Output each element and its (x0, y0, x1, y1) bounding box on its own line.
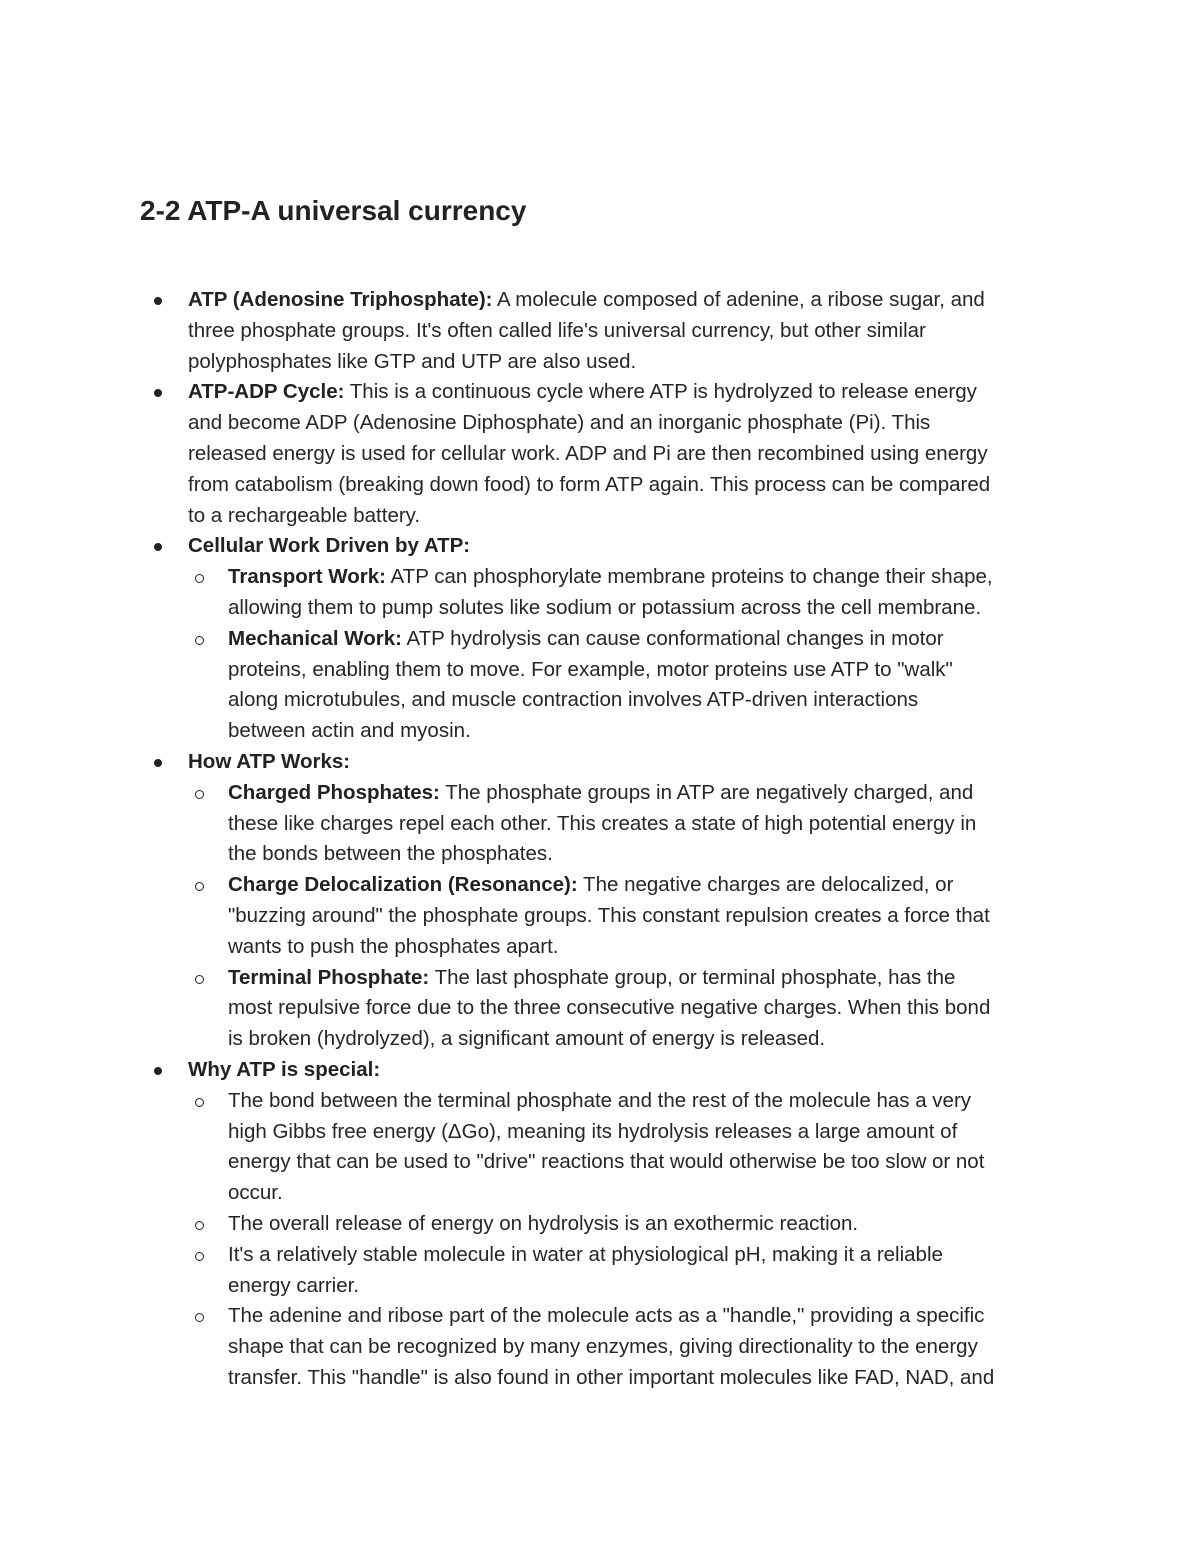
bullet-dot-icon (154, 759, 162, 767)
item-lead: Terminal Phosphate: (228, 965, 430, 989)
item-line: ATP-ADP Cycle: This is a continuous cycle where ATP is hydrolyzed to release energy (188, 380, 977, 404)
bullet-dot-icon (154, 297, 162, 305)
list-item-how-atp-works (150, 747, 1065, 1055)
bullet-dot-icon (154, 543, 162, 551)
item-lead: Charged Phosphates: (228, 780, 440, 804)
item-line: between actin and myosin. (228, 719, 471, 743)
item-line: occur. (228, 1181, 283, 1205)
item-line: the bonds between the phosphates. (228, 842, 553, 866)
item-line: and become ADP (Adenosine Diphosphate) and an inorganic phosphate (Pi). This (188, 411, 931, 435)
list-item-atp-adp-cycle (150, 377, 1065, 531)
item-lead: Transport Work: (228, 565, 386, 589)
bullet-circle-icon (195, 1252, 204, 1261)
bullet-circle-icon (195, 1098, 204, 1107)
item-line: most repulsive force due to the three consecutive negative charges. When this bond (228, 996, 991, 1020)
item-line: Terminal Phosphate: The last phosphate group, or terminal phosphate, has the (228, 965, 956, 989)
item-lead: Mechanical Work: (228, 626, 402, 650)
sub-item-charge-delocalization (188, 870, 1065, 962)
item-line: "buzzing around" the phosphate groups. This constant repulsion creates a force that (228, 903, 990, 927)
bullet-circle-icon (195, 1221, 204, 1230)
item-line: The adenine and ribose part of the molecule acts as a "handle," providing a specific (228, 1304, 985, 1328)
sub-list (188, 562, 1065, 747)
item-line: proteins, enabling them to move. For example, motor proteins use ATP to "walk" (228, 657, 953, 681)
bullet-circle-icon (195, 790, 204, 799)
sub-item-transport-work (188, 562, 1065, 624)
bullet-circle-icon (195, 882, 204, 891)
sub-item-charged-phosphates (188, 778, 1065, 870)
item-line (188, 531, 1065, 562)
item-line: these like charges repel each other. This creates a state of high potential energy in (228, 811, 977, 835)
item-lead: Why ATP is special: (188, 1057, 381, 1081)
item-lead: Cellular Work Driven by ATP: (188, 534, 471, 558)
sub-item-stable-molecule (188, 1240, 1065, 1302)
item-line: three phosphate groups. It's often called life's universal currency, but other similar (188, 318, 926, 342)
item-line: transfer. This "handle" is also found in other important molecules like FAD, NAD, and (228, 1365, 995, 1389)
item-line: polyphosphates like GTP and UTP are also used. (188, 349, 637, 373)
page-title: 2-2 ATP-A universal currency (140, 195, 527, 226)
item-lead: Charge Delocalization (Resonance): (228, 873, 578, 897)
item-line: ATP (Adenosine Triphosphate): A molecule composed of adenine, a ribose sugar, and (188, 288, 985, 311)
bullet-dot-icon (154, 1067, 162, 1075)
item-line: The overall release of energy on hydrolysis is an exothermic reaction. (228, 1211, 859, 1235)
item-line (188, 1055, 1065, 1086)
item-line: Charge Delocalization (Resonance): The negative charges are delocalized, or (228, 873, 954, 897)
item-lead: ATP-ADP Cycle: (188, 380, 345, 404)
item-line: Charged Phosphates: The phosphate groups in ATP are negatively charged, and (228, 780, 974, 804)
item-line: It's a relatively stable molecule in water at physiological pH, making it a reliable (228, 1242, 943, 1266)
item-line: is broken (hydrolyzed), a significant amount of energy is released. (228, 1027, 826, 1051)
sub-item-mechanical-work (188, 624, 1065, 747)
item-line: The bond between the terminal phosphate and the rest of the molecule has a very (228, 1088, 972, 1112)
bullet-list (150, 285, 1065, 1394)
item-line: shape that can be recognized by many enzymes, giving directionality to the energy (228, 1335, 978, 1359)
list-item-cellular-work (150, 531, 1065, 747)
sub-item-terminal-phosphate (188, 963, 1065, 1055)
sub-item-exothermic (188, 1209, 1065, 1240)
item-line: energy carrier. (228, 1273, 360, 1297)
item-line: released energy is used for cellular work. ADP and Pi are then recombined using energy (188, 441, 988, 465)
list-item-why-atp-special (150, 1055, 1065, 1394)
sub-item-handle (188, 1301, 1065, 1393)
bullet-circle-icon (195, 1313, 204, 1322)
bullet-circle-icon (195, 975, 204, 984)
bullet-dot-icon (154, 389, 162, 397)
list-item-atp-definition (150, 285, 1065, 377)
sub-list (188, 778, 1065, 1055)
sub-list (188, 1086, 1065, 1394)
item-line: high Gibbs free energy (ΔGo), meaning its hydrolysis releases a large amount of (228, 1119, 958, 1143)
item-line: along microtubules, and muscle contraction involves ATP-driven interactions (228, 688, 919, 712)
item-line (188, 747, 1065, 778)
sub-item-gibbs-energy (188, 1086, 1065, 1209)
bullet-circle-icon (195, 636, 204, 645)
item-line: Transport Work: ATP can phosphorylate membrane proteins to change their shape, (228, 565, 993, 589)
bullet-circle-icon (195, 574, 204, 583)
item-lead: ATP (Adenosine Triphosphate): (188, 288, 493, 311)
item-line: to a rechargeable battery. (188, 503, 421, 527)
item-line: allowing them to pump solutes like sodium or potassium across the cell membrane. (228, 595, 982, 619)
item-line: Mechanical Work: ATP hydrolysis can cause conformational changes in motor (228, 626, 944, 650)
item-lead: How ATP Works: (188, 749, 351, 773)
item-line: from catabolism (breaking down food) to form ATP again. This process can be compared (188, 472, 991, 496)
item-line: energy that can be used to "drive" reactions that would otherwise be too slow or not (228, 1150, 985, 1174)
item-line: wants to push the phosphates apart. (228, 934, 559, 958)
